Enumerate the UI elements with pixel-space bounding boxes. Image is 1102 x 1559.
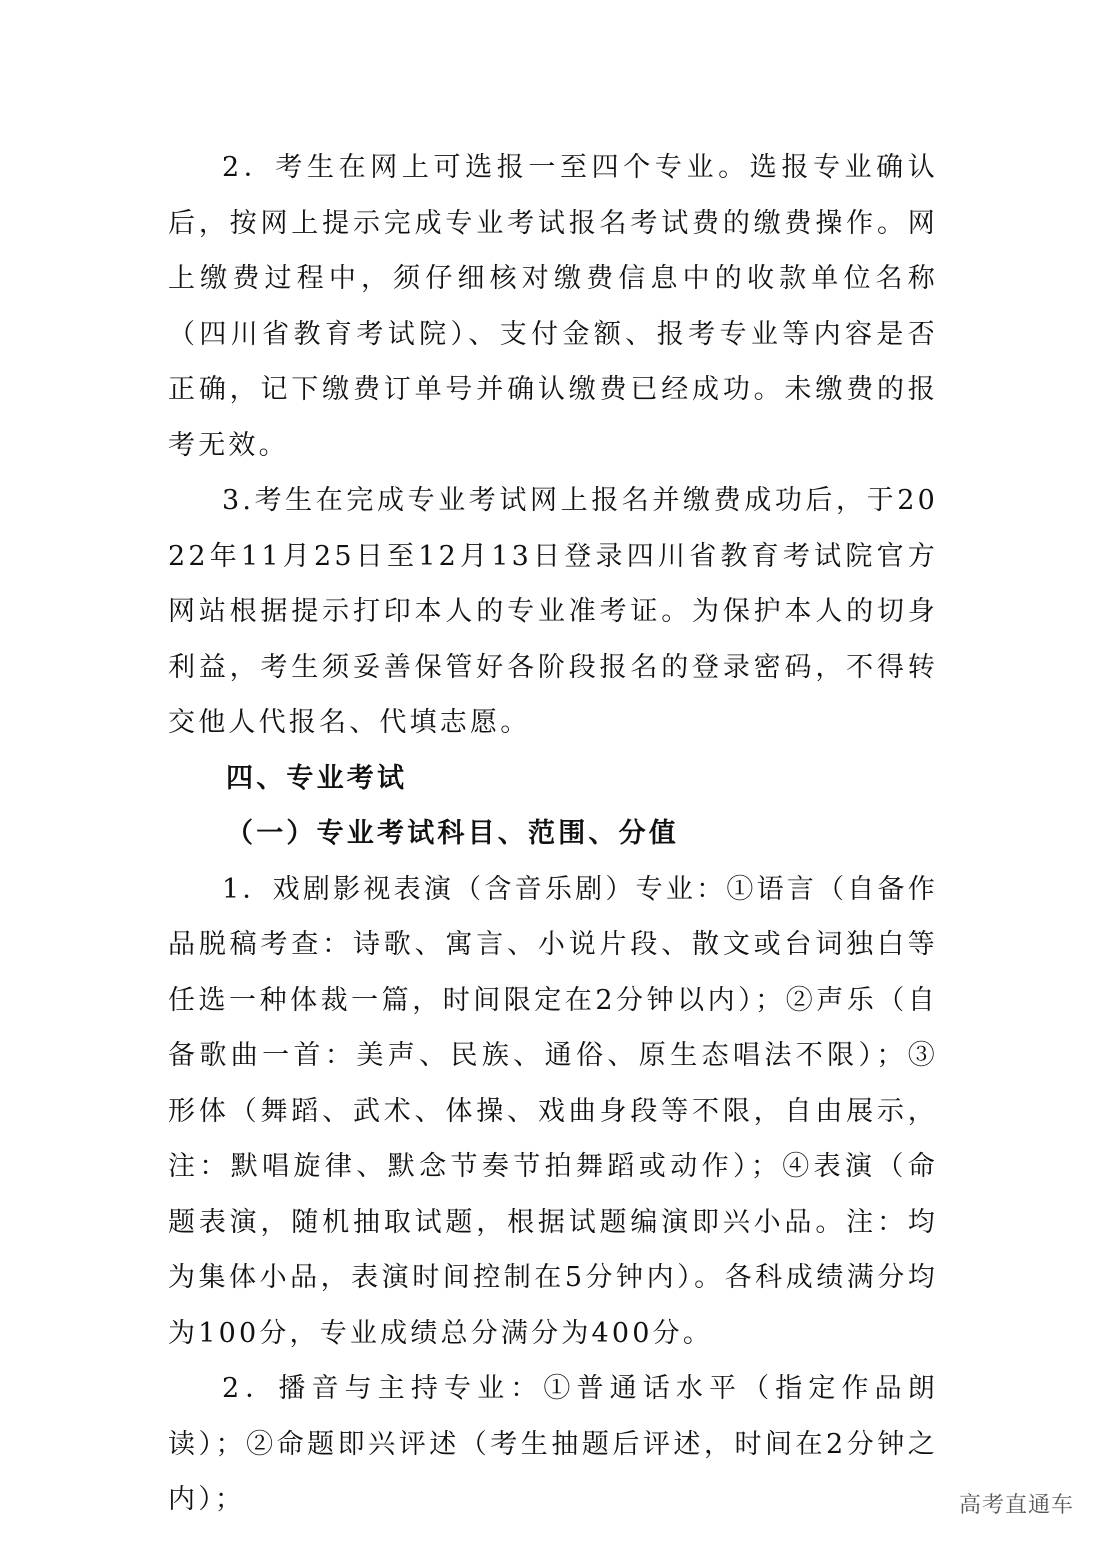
document-body [168, 140, 938, 1528]
section-heading-professional-exam: 四、专业考试 [226, 762, 408, 794]
watermark-text: 高考直通车 [958, 1493, 1074, 1518]
item-drama-film-performance: 1．戏剧影视表演（含音乐剧）专业：①语言（自备作品脱稿考查：诗歌、寓言、小说片段、散文或台词独白等任选一种体裁一篇，时间限定在2分钟以内）；②声乐（自备歌曲一首：美声、民族、通俗、原生态唱法不限）；③形体（舞蹈、武术、体操、戏曲身段等不限，自由展示，注：默唱旋律、默念节奏节拍舞蹈或动作）；④表演（命题表演，随机抽取试题，根据试题编演即兴小品。注：均为集体小品，表演时间控制在5分钟内）。各科成绩满分均为100分，专业成绩总分满分为400分。 [168, 873, 938, 1349]
paragraph-admission-ticket: 3.考生在完成专业考试网上报名并缴费成功后，于2022年11月25日至12月13日登录四川省教育考试院官方网站根据提示打印本人的专业准考证。为保护本人的切身利益，考生须妥善保管好各阶段报名的登录密码，不得转交他人代报名、代填志愿。 [168, 485, 938, 738]
subsection-heading-subjects-scope-scores: （一）专业考试科目、范围、分值 [226, 818, 679, 849]
item-broadcasting-hosting: 2．播音与主持专业：①普通话水平（指定作品朗读）；②命题即兴评述（考生抽题后评述，时间在2分钟之内）； [168, 1373, 938, 1515]
paragraph-online-major-selection: 2．考生在网上可选报一至四个专业。选报专业确认后，按网上提示完成专业考试报名考试费的缴费操作。网上缴费过程中，须仔细核对缴费信息中的收款单位名称（四川省教育考试院）、支付金额、报考专业等内容是否正确，记下缴费订单号并确认缴费已经成功。未缴费的报考无效。 [168, 152, 938, 461]
